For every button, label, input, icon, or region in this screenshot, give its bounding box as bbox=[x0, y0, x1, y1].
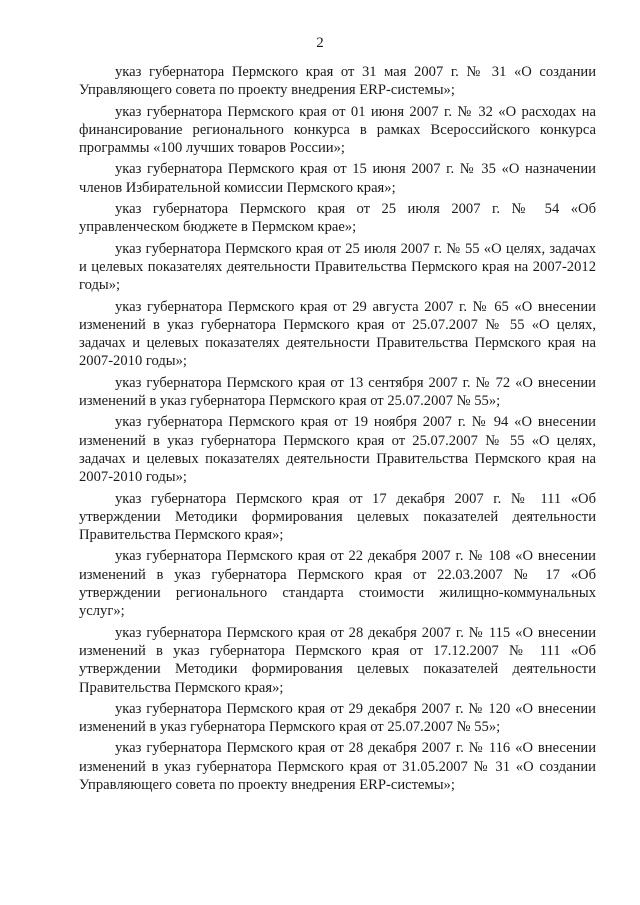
decree-item: указ губернатора Пермского края от 28 декабря 2007 г. № 116 «О внесении изменений в указ губернатора Пермского края от 31.05.2007 № 31 «О создании Управляющего совета по проекту внедрения ERP-системы»; bbox=[79, 740, 596, 793]
decree-item: указ губернатора Пермского края от 28 декабря 2007 г. № 115 «О внесении изменений в указ губернатора Пермского края от 17.12.2007 № 111 «Об утверждении Методики формирования целевых показателей деятельности Правительства Пермского края»; bbox=[79, 624, 596, 696]
decree-item: указ губернатора Пермского края от 25 июля 2007 г. № 54 «Об управленческом бюджете в Пермском крае»; bbox=[79, 201, 596, 236]
decree-item: указ губернатора Пермского края от 31 мая 2007 г. № 31 «О создании Управляющего совета по проекту внедрения ERP-системы»; bbox=[79, 64, 596, 99]
decree-item: указ губернатора Пермского края от 29 декабря 2007 г. № 120 «О внесении изменений в указ губернатора Пермского края от 25.07.2007 № 55»; bbox=[79, 700, 596, 736]
page-number: 2 bbox=[316, 35, 324, 51]
decree-list bbox=[79, 63, 596, 797]
decree-item: указ губернатора Пермского края от 25 июля 2007 г. № 55 «О целях, задачах и целевых показателях деятельности Правительства Пермского края на 2007-2012 годы»; bbox=[79, 240, 596, 294]
decree-item: указ губернатора Пермского края от 15 июня 2007 г. № 35 «О назначении членов Избирательной комиссии Пермского края»; bbox=[79, 161, 596, 196]
decree-item: указ губернатора Пермского края от 19 ноября 2007 г. № 94 «О внесении изменений в указ губернатора Пермского края от 25.07.2007 № 55 «О целях, задачах и целевых показателях деятельности Правительства Пермского края на 2007-2010 годы»; bbox=[79, 414, 596, 486]
decree-item: указ губернатора Пермского края от 17 декабря 2007 г. № 111 «Об утверждении Методики формирования целевых показателей деятельности Правительства Пермского края»; bbox=[79, 490, 596, 544]
decree-item: указ губернатора Пермского края от 13 сентября 2007 г. № 72 «О внесении изменений в указ губернатора Пермского края от 25.07.2007 № 55»; bbox=[79, 374, 596, 410]
decree-item: указ губернатора Пермского края от 01 июня 2007 г. № 32 «О расходах на финансирование регионального конкурса в рамках Всероссийского конкурса программы «100 лучших товаров России»; bbox=[79, 103, 596, 157]
decree-item: указ губернатора Пермского края от 22 декабря 2007 г. № 108 «О внесении изменений в указ губернатора Пермского края от 22.03.2007 № 17 «Об утверждении регионального стандарта стоимости жилищно-коммунальных услуг»; bbox=[79, 548, 596, 620]
decree-item: указ губернатора Пермского края от 29 августа 2007 г. № 65 «О внесении изменений в указ губернатора Пермского края от 25.07.2007 № 55 «О целях, задачах и целевых показателях деятельности Правительства Пермского края на 2007-2010 годы»; bbox=[79, 298, 596, 370]
